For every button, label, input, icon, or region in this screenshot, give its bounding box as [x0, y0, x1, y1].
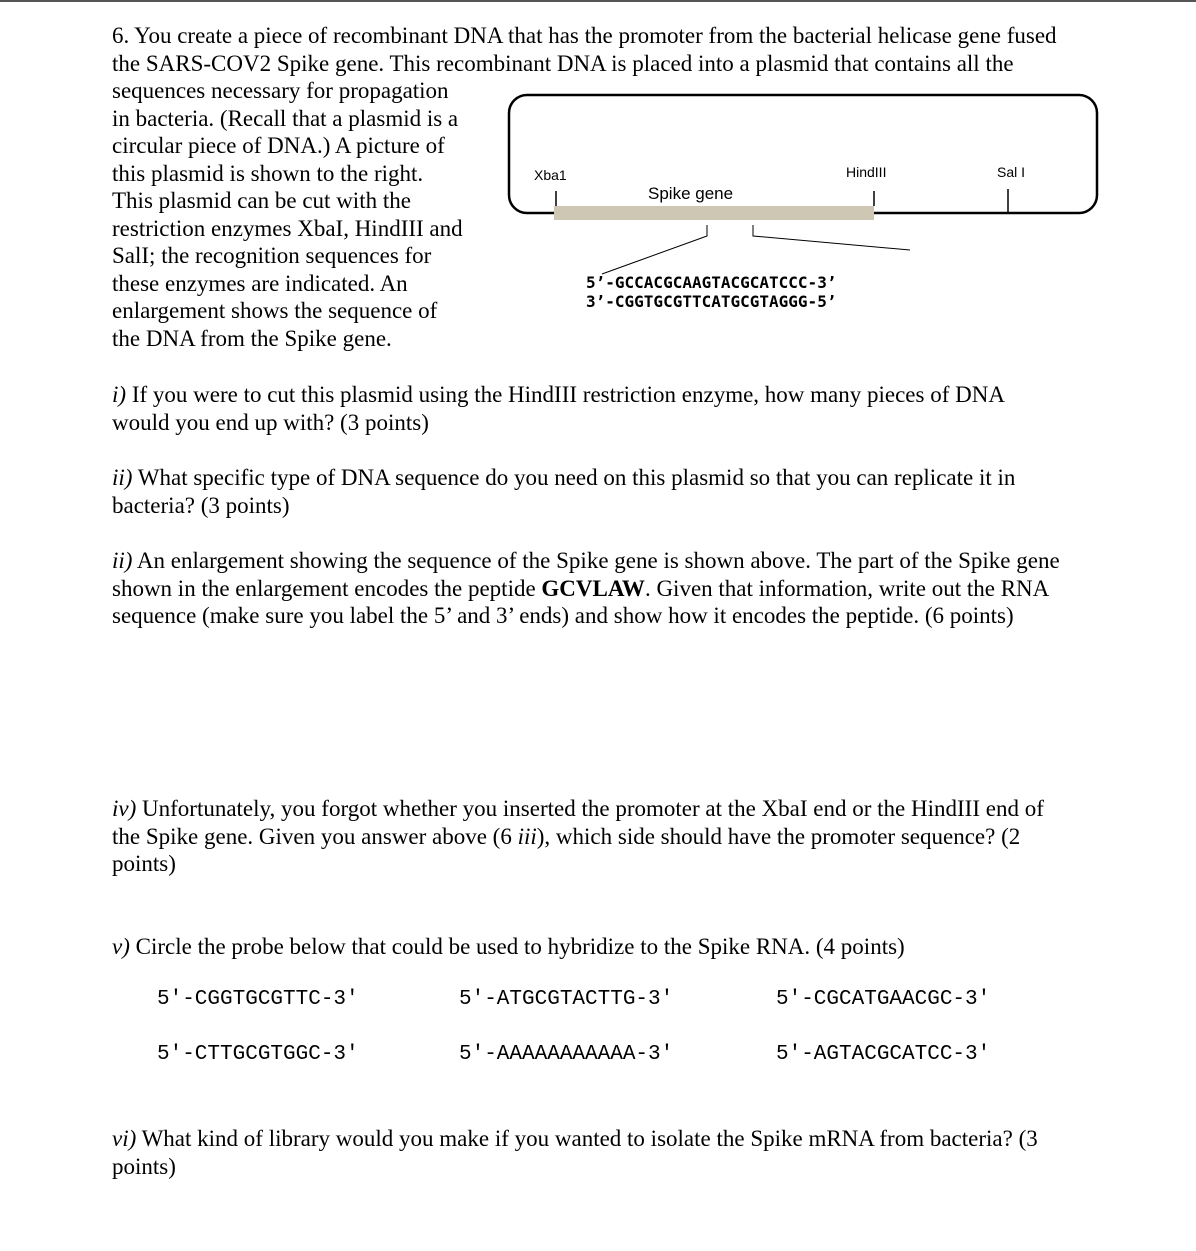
question-side-text	[112, 77, 463, 352]
part-vi-text-2: points)	[112, 1153, 176, 1179]
side-line: this plasmid is shown to the right.	[112, 160, 424, 186]
plasmid-diagram	[500, 88, 1110, 318]
probe-option[interactable]: 5'-CGCATGAACGC-3'	[776, 988, 991, 1011]
spike-gene-label: Spike gene	[648, 184, 734, 203]
side-line: This plasmid can be cut with the	[112, 188, 411, 213]
side-line: in bacteria. (Recall that a plasmid is a	[112, 105, 459, 131]
part-iii-text: An enlargement showing the sequence of the Spike gene is shown above. The part of the Spike gene	[132, 548, 1060, 573]
probe-option[interactable]: 5'-ATGCGTACTTG-3'	[459, 988, 674, 1011]
probe-option[interactable]: 5'-AGTACGCATCC-3'	[776, 1043, 991, 1066]
part-vi	[112, 1125, 1038, 1180]
part-iv-text: Unfortunately, you forgot whether you inserted the promoter at the XbaI end or the HindIII end of	[136, 796, 1044, 821]
part-i-number: i)	[112, 382, 127, 407]
part-ii-text-2: bacteria? (3 points)	[112, 492, 290, 518]
probe-option[interactable]: 5'-AAAAAAAAAAA-3'	[459, 1043, 674, 1066]
part-ii-text: What specific type of DNA sequence do you need on this plasmid so that you can replicate it in	[132, 465, 1016, 490]
part-vi-number: vi)	[112, 1126, 137, 1151]
question-intro	[112, 22, 1057, 77]
side-line: enlargement shows the sequence of	[112, 298, 438, 323]
plasmid-outline	[509, 95, 1097, 213]
side-line: restriction enzymes XbaI, HindIII and	[112, 215, 463, 241]
peptide-sequence: GCVLAW	[541, 575, 645, 601]
side-line: these enzymes are indicated. An	[112, 270, 408, 296]
hind-label: HindIII	[846, 164, 887, 180]
part-iv-text-2a: the Spike gene. Given you answer above (6	[112, 823, 518, 849]
part-v-text: Circle the probe below that could be used to hybridize to the Spike RNA. (4 points)	[129, 934, 905, 959]
probe-option[interactable]: 5'-CTTGCGTGGC-3'	[157, 1043, 359, 1066]
part-iv	[112, 795, 1044, 878]
plasmid-svg	[500, 88, 1110, 318]
part-iv-text-2b: ), which side should have the promoter sequence? (2	[536, 823, 1021, 849]
enlarge-line-right	[753, 225, 910, 250]
side-line: sequences necessary for propagation	[112, 78, 449, 103]
enlarge-line-left	[602, 225, 707, 274]
part-v	[112, 933, 905, 961]
part-iv-number: iv)	[112, 796, 137, 821]
part-vi-text: What kind of library would you make if you wanted to isolate the Spike mRNA from bacteria? (3	[136, 1126, 1038, 1151]
part-iii-number: ii)	[112, 548, 133, 573]
side-line: SalI; the recognition sequences for	[112, 243, 432, 268]
part-iv-ref: iii	[517, 823, 537, 849]
part-i-text: If you were to cut this plasmid using the HindIII restriction enzyme, how many pieces of DNA	[126, 382, 1005, 407]
xba-label: Xba1	[534, 167, 567, 183]
part-iii-text-2a: shown in the enlargement encodes the peptide	[112, 575, 542, 601]
intro-line-1: 6. You create a piece of recombinant DNA that has the promoter from the bacterial helicase gene fused	[112, 23, 1057, 48]
intro-line-2: the SARS-COV2 Spike gene. This recombinant DNA is placed into a plasmid that contains all the	[112, 50, 1014, 76]
top-strand-seq: 5’-GCCACGCAAGTACGCATCCC-3’	[586, 273, 837, 292]
part-iv-text-3: points)	[112, 851, 176, 876]
side-line: the DNA from the Spike gene.	[112, 325, 392, 351]
part-v-number: v)	[112, 934, 130, 959]
part-ii	[112, 464, 1015, 519]
side-line: circular piece of DNA.) A picture of	[112, 133, 445, 158]
part-ii-number: ii)	[112, 465, 133, 490]
probe-option[interactable]: 5'-CGGTGCGTTC-3'	[157, 988, 359, 1011]
part-iii-text-3: sequence (make sure you label the 5’ and 3’ ends) and show how it encodes the peptide. (6 points)	[112, 603, 1014, 628]
part-iii-text-2b: . Given that information, write out the RNA	[644, 575, 1050, 601]
sal-label: Sal I	[997, 164, 1026, 180]
bottom-strand-seq: 3’-CGGTGCGTTCATGCGTAGGG-5’	[586, 292, 837, 311]
top-rule	[0, 0, 1196, 2]
spike-gene-bar	[554, 206, 874, 220]
part-i-text-2: would you end up with? (3 points)	[112, 409, 429, 435]
part-i	[112, 381, 1005, 436]
part-iii	[112, 547, 1060, 630]
